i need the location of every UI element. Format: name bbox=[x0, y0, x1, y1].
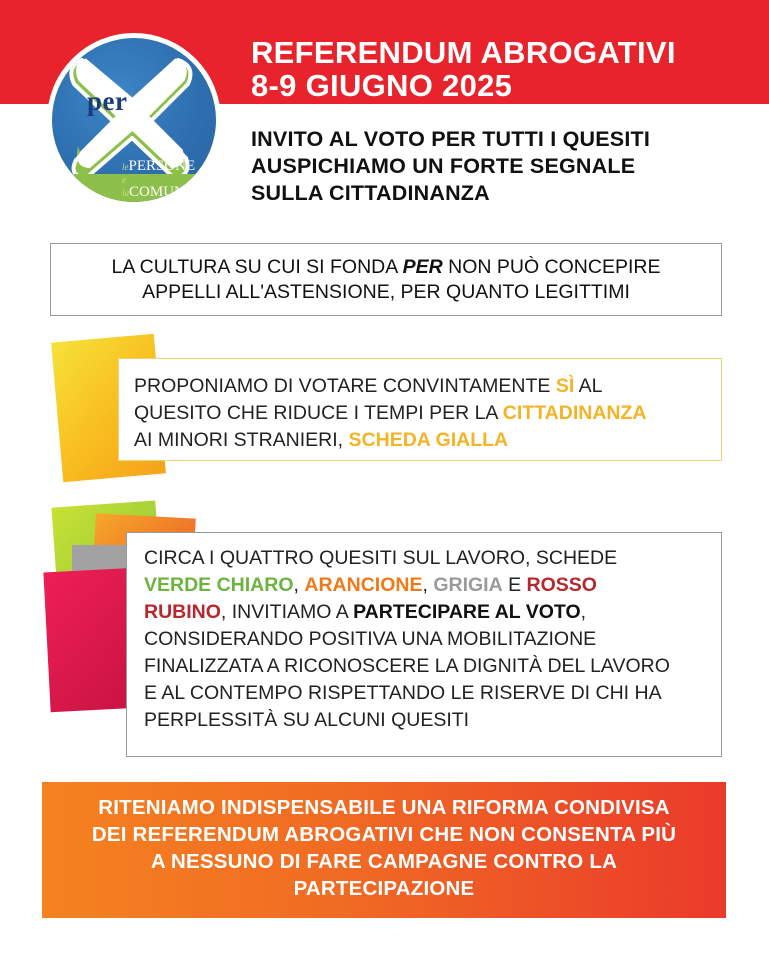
per-logo bbox=[47, 33, 221, 207]
logo-sub-persone: PERSONE bbox=[128, 158, 196, 174]
logo-sub-comunita: COMUNITÀ bbox=[129, 184, 210, 200]
intro-line-3: SULLA CITTADINANZA bbox=[251, 181, 490, 205]
labour-line-4: CONSIDERANDO POSITIVA UNA MOBILITAZIONE bbox=[144, 628, 597, 650]
labour-questions-box bbox=[126, 532, 722, 757]
culture-line-1-c: NON PUÒ CONCEPIRE bbox=[442, 256, 661, 278]
title-line-2: 8-9 GIUGNO 2025 bbox=[251, 68, 513, 103]
logo-badge bbox=[52, 38, 216, 202]
ruby-ballot-label-part-1: ROSSO bbox=[526, 574, 597, 596]
grey-ballot-label: GRIGIA bbox=[433, 574, 503, 596]
labour-line-3 bbox=[144, 599, 721, 626]
labour-and: E bbox=[502, 574, 527, 596]
labour-sep-1: , bbox=[293, 574, 305, 596]
citizenship-line-2-a: QUESITO CHE RIDUCE I TEMPI PER LA bbox=[134, 402, 503, 424]
labour-line-3-c: , bbox=[580, 601, 587, 623]
citizenship-keyword: CITTADINANZA bbox=[502, 402, 647, 424]
citizenship-box bbox=[118, 358, 722, 461]
page-title bbox=[251, 36, 676, 102]
labour-line-2 bbox=[144, 572, 721, 599]
orange-ballot-label: ARANCIONE bbox=[304, 574, 423, 596]
labour-line-1: CIRCA I QUATTRO QUESITI SUL LAVORO, SCHEDE bbox=[144, 547, 618, 569]
intro-text bbox=[251, 126, 650, 207]
reform-line-1: RITENIAMO INDISPENSABILE UNA RIFORMA CONDIVISA bbox=[98, 796, 670, 819]
labour-line-7: PERPLESSITÀ SU ALCUNI QUESITI bbox=[144, 709, 470, 731]
reform-line-3: A NESSUNO DI FARE CAMPAGNE CONTRO LA bbox=[150, 850, 618, 873]
title-line-1: REFERENDUM ABROGATIVI bbox=[251, 35, 676, 70]
citizenship-line-1-a: PROPONIAMO DI VOTARE CONVINTAMENTE bbox=[134, 375, 556, 397]
citizenship-line-3 bbox=[134, 427, 721, 454]
labour-line-6: E AL CONTEMPO RISPETTANDO LE RISERVE DI CHI HA bbox=[144, 682, 662, 704]
participate-emphasis: PARTECIPARE AL VOTO bbox=[353, 601, 581, 623]
intro-line-1: INVITO AL VOTO PER TUTTI I QUESITI bbox=[251, 127, 651, 151]
culture-line-1 bbox=[51, 255, 721, 280]
reform-line-2: DEI REFERENDUM ABROGATIVI CHE NON CONSENTA PIÙ bbox=[91, 823, 677, 846]
labour-line-3-a: , INVITIAMO A bbox=[220, 601, 354, 623]
intro-line-2: AUSPICHIAMO UN FORTE SEGNALE bbox=[251, 154, 636, 178]
culture-per-emphasis: PER bbox=[402, 256, 443, 278]
light-green-ballot-label: VERDE CHIARO bbox=[144, 574, 294, 596]
reform-call-banner bbox=[42, 782, 726, 918]
logo-sub-le: le bbox=[122, 162, 129, 172]
citizenship-line-2 bbox=[134, 400, 721, 427]
labour-line-5: FINALIZZATA A RICONOSCERE LA DIGNITÀ DEL LAVORO bbox=[144, 655, 670, 677]
reform-line-4: PARTECIPAZIONE bbox=[293, 877, 475, 900]
citizenship-si: SÌ bbox=[555, 375, 575, 397]
ruby-ballot-label-part-2: RUBINO bbox=[144, 601, 221, 623]
citizenship-line-1-c: AL bbox=[574, 375, 603, 397]
yellow-ballot-label: SCHEDA GIALLA bbox=[348, 429, 509, 451]
citizenship-line-1 bbox=[134, 373, 721, 400]
logo-subtitle bbox=[122, 160, 216, 199]
culture-line-1-a: LA CULTURA SU CUI SI FONDA bbox=[111, 256, 403, 278]
logo-wordmark: per bbox=[87, 86, 128, 116]
labour-sep-2: , bbox=[422, 574, 434, 596]
culture-statement-box bbox=[50, 243, 722, 316]
culture-line-2: APPELLI ALL'ASTENSIONE, PER QUANTO LEGITTIMI bbox=[142, 281, 630, 303]
logo-sub-ela: e la bbox=[122, 175, 130, 198]
citizenship-line-3-a: AI MINORI STRANIERI, bbox=[134, 429, 349, 451]
